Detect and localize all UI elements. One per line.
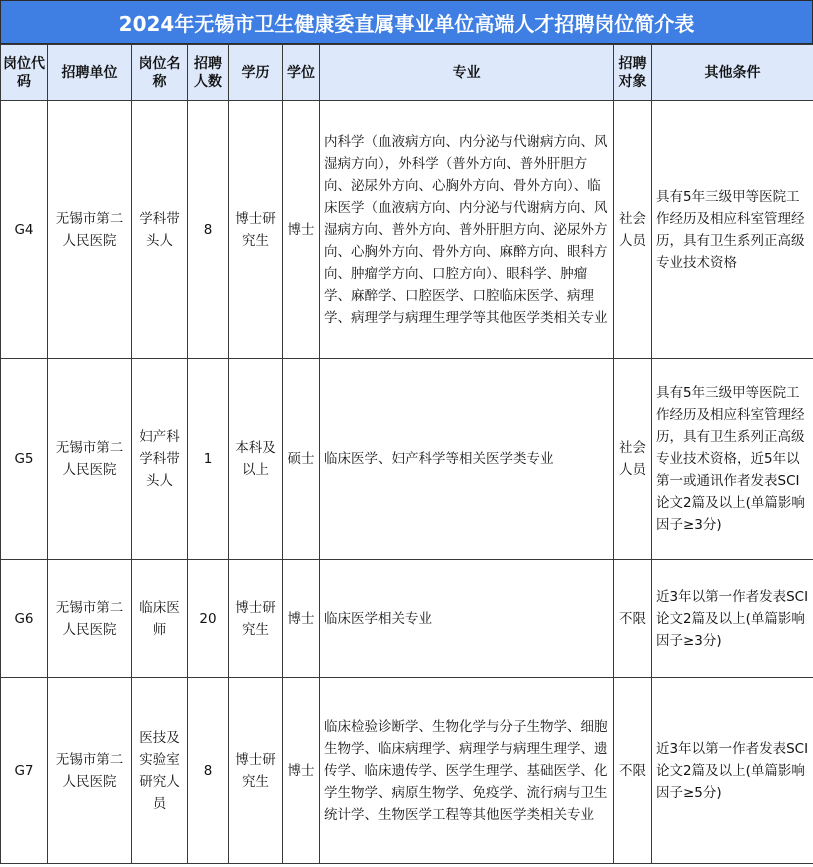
cell-unit: 无锡市第二人民医院 [48, 560, 132, 678]
header-degree: 学位 [283, 45, 320, 101]
cell-unit: 无锡市第二人民医院 [48, 678, 132, 864]
table-row [1, 359, 813, 560]
header-other: 其他条件 [652, 45, 813, 101]
cell-post: 学科带头人 [132, 101, 188, 359]
cell-count: 20 [188, 560, 229, 678]
header-education: 学历 [229, 45, 283, 101]
cell-degree: 硕士 [283, 359, 320, 560]
cell-count: 8 [188, 678, 229, 864]
cell-post: 妇产科学科带头人 [132, 359, 188, 560]
cell-code: G4 [1, 101, 48, 359]
cell-other: 具有5年三级甲等医院工作经历及相应科室管理经历，具有卫生系列正高级专业技术资格，近5年以第一或通讯作者发表SCI论文2篇及以上(单篇影响因子≥3分) [652, 359, 813, 560]
header-row [1, 45, 813, 101]
cell-other: 具有5年三级甲等医院工作经历及相应科室管理经历，具有卫生系列正高级专业技术资格 [652, 101, 813, 359]
cell-post: 医技及实验室研究人员 [132, 678, 188, 864]
cell-other: 近3年以第一作者发表SCI论文2篇及以上(单篇影响因子≥3分) [652, 560, 813, 678]
header-code: 岗位代码 [1, 45, 48, 101]
table-row [1, 678, 813, 864]
cell-major: 临床医学相关专业 [320, 560, 614, 678]
header-unit: 招聘单位 [48, 45, 132, 101]
cell-degree: 博士 [283, 678, 320, 864]
recruitment-table [0, 44, 813, 864]
cell-unit: 无锡市第二人民医院 [48, 359, 132, 560]
cell-target: 社会人员 [614, 101, 652, 359]
cell-unit: 无锡市第二人民医院 [48, 101, 132, 359]
cell-education: 博士研究生 [229, 101, 283, 359]
header-target: 招聘对象 [614, 45, 652, 101]
cell-education: 博士研究生 [229, 678, 283, 864]
cell-major: 临床医学、妇产科学等相关医学类专业 [320, 359, 614, 560]
header-post: 岗位名称 [132, 45, 188, 101]
cell-degree: 博士 [283, 101, 320, 359]
table-row [1, 101, 813, 359]
cell-education: 本科及以上 [229, 359, 283, 560]
header-major: 专业 [320, 45, 614, 101]
cell-major: 临床检验诊断学、生物化学与分子生物学、细胞生物学、临床病理学、病理学与病理生理学、遗传学、临床遗传学、医学生理学、基础医学、化学生物学、病原生物学、免疫学、流行病与卫生统计学、生物医学工程等其他医学类相关专业 [320, 678, 614, 864]
cell-target: 不限 [614, 678, 652, 864]
cell-code: G6 [1, 560, 48, 678]
cell-target: 不限 [614, 560, 652, 678]
header-count: 招聘人数 [188, 45, 229, 101]
cell-count: 8 [188, 101, 229, 359]
cell-code: G7 [1, 678, 48, 864]
cell-target: 社会人员 [614, 359, 652, 560]
page-title: 2024年无锡市卫生健康委直属事业单位高端人才招聘岗位简介表 [0, 0, 813, 44]
cell-other: 近3年以第一作者发表SCI论文2篇及以上(单篇影响因子≥5分) [652, 678, 813, 864]
cell-post: 临床医师 [132, 560, 188, 678]
cell-degree: 博士 [283, 560, 320, 678]
cell-code: G5 [1, 359, 48, 560]
cell-major: 内科学（血液病方向、内分泌与代谢病方向、风湿病方向），外科学（普外方向、普外肝胆方向、泌尿外方向、心胸外方向、骨外方向）、临床医学（血液病方向、内分泌与代谢病方向、风湿病方向、普外方向、普外肝胆方向、泌尿外方向、心胸外方向、骨外方向、麻醉方向、眼科方向、肿瘤学方向、口腔方向）、眼科学、肿瘤学、麻醉学、口腔医学、口腔临床医学、病理学、病理学与病理生理学等其他医学类相关专业 [320, 101, 614, 359]
cell-count: 1 [188, 359, 229, 560]
table-row [1, 560, 813, 678]
cell-education: 博士研究生 [229, 560, 283, 678]
